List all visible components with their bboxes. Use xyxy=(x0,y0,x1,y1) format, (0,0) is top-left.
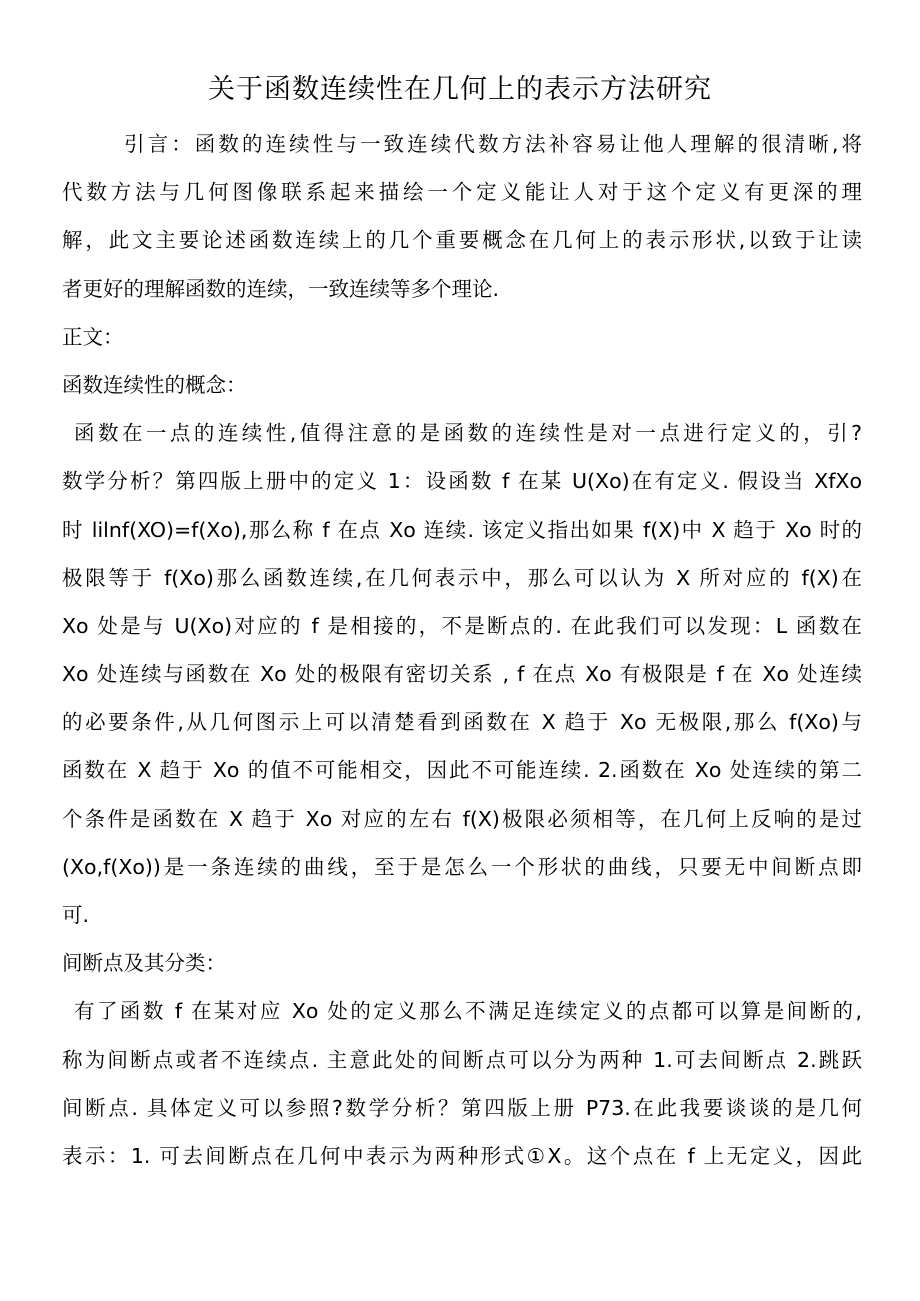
body-line: 称为间断点或者不连续点. 主意此处的间断点可以分为两种 1.可去间断点 2.跳跃 xyxy=(62,1047,862,1072)
body-line: 间断点. 具体定义可以参照?数学分析？第四版上册 P73.在此我要谈谈的是几何 xyxy=(62,1095,862,1120)
body-line: 个条件是函数在 X 趋于 Xo 对应的左右 f(X)极限必须相等，在几何上反响的是过 xyxy=(62,806,862,831)
body-line: 时 lilnf(XO)=f(Xo),那么称 f 在点 Xo 连续. 该定义指出如果 f(X)中 X 趋于 Xo 时的 xyxy=(62,517,862,542)
section-heading: 间断点及其分类： xyxy=(62,951,226,976)
body-line: 数学分析？第四版上册中的定义 1：设函数 f 在某 U(Xo)在有定义. 假设当 XfXo xyxy=(62,469,862,494)
document-body xyxy=(62,120,862,1180)
body-line: 者更好的理解函数的连续，一致连续等多个理论. xyxy=(62,276,500,301)
body-line: 解，此文主要论述函数连续上的几个重要概念在几何上的表示形状,以致于让读 xyxy=(62,228,862,253)
body-line: Xo 处连续与函数在 Xo 处的极限有密切关系 , f 在点 Xo 有极限是 f 在 Xo 处连续 xyxy=(62,662,862,687)
body-line: 极限等于 f(Xo)那么函数连续,在几何表示中，那么可以认为 X 所对应的 f(X)在 xyxy=(62,565,862,590)
body-line: 有了函数 f 在某对应 Xo 处的定义那么不满足连续定义的点都可以算是间断的, xyxy=(74,999,862,1024)
section-heading: 正文： xyxy=(62,324,124,349)
body-line: (Xo,f(Xo))是一条连续的曲线，至于是怎么一个形状的曲线，只要无中间断点即 xyxy=(62,854,862,879)
body-line: 函数在 X 趋于 Xo 的值不可能相交，因此不可能连续. 2.函数在 Xo 处连续的第二 xyxy=(62,758,862,783)
body-line: 引言：函数的连续性与一致连续代数方法补容易让他人理解的很清晰,将 xyxy=(124,132,862,156)
body-line: Xo 处是与 U(Xo)对应的 f 是相接的，不是断点的. 在此我们可以发现：L 函数在 xyxy=(62,613,862,638)
body-line: 的必要条件,从几何图示上可以清楚看到函数在 X 趋于 Xo 无极限,那么 f(Xo)与 xyxy=(62,710,862,735)
body-line: 函数在一点的连续性,值得注意的是函数的连续性是对一点进行定义的，引? xyxy=(74,421,862,446)
document-title: 关于函数连续性在几何上的表示方法研究 xyxy=(208,74,712,105)
section-heading: 函数连续性的概念： xyxy=(62,372,247,397)
body-line: 代数方法与几何图像联系起来描绘一个定义能让人对于这个定义有更深的理 xyxy=(62,180,862,205)
body-line: 可. xyxy=(62,903,90,927)
body-line: 表示：1. 可去间断点在几何中表示为两种形式①X。这个点在 f 上无定义，因此 xyxy=(62,1143,862,1168)
